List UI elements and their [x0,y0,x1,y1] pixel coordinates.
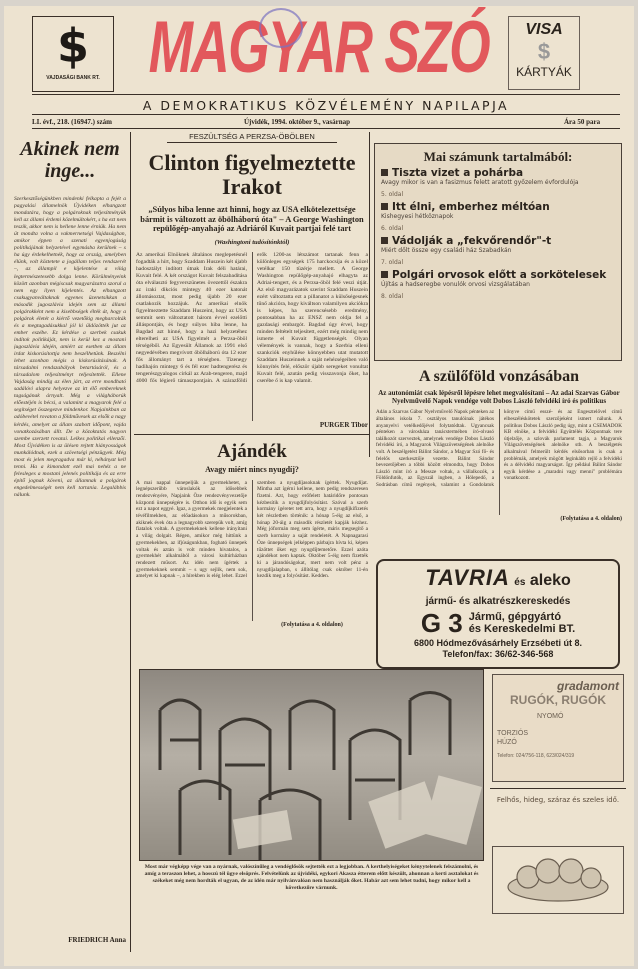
item-page: 7. oldal [381,258,404,266]
ad-line: NYOMÓ [537,713,564,720]
contents-item[interactable] [381,201,615,232]
address: 6800 Hódmezővásárhely Erzsébeti út 8. [413,638,583,648]
divider [32,94,620,95]
newspaper-title: MAGYAR SZÓ [148,7,489,89]
item-sub: Újítás a hadseregbe vonulók orvosi vizsgálatában [381,281,530,288]
article-subtitle: Avagy miért nincs nyugdíj? [205,464,299,474]
article-body: Adán a Szarvas Gábor Nyelvművelő Napok pénteken az általános iskola 7. osztályos tanulóinak játékos anyanyelvi vetélkedőjével folytatódtak. Ugyancsak pénteken a városháza tanácstermében író-olvasó találkozót szerveztek, amelynek vendége Dobos László felvidéki író, a Magyarok Világszövetségének alelnöke volt. A beszélgetést Bálint Sándor, a Magyar Szó fő- és felelős szerkesztője vezette. Bálint Sándor bevezetőjében a többi között elmondta, hogy Dobos László mint író a Messze voltak, a vállalkozók, a Földönfutók, az Egyszál ingben, a Hólepedő, a Sodrásban című regények, valamint a Gondolatok könyve című esszé- és az Engesztelővel című elbeszéléskötetek szerzőjeként ismert nálunk. A politikus Dobos László pedig úgy, mint a CSEMADOK KB elnöke, a felvidéki Együttélés Központnak tere útjelzője, a szlovák parlament tagja, a Magyarok Világszövetségének alelnöke stb. A beszélgetés alkalmával felmerült kérdés elsősorban is csak a problémák, amelyek mögött leginkább rejlő a felvidéki és a délvidéki magyarságot. Így például Bálint Sándor egyik kérdése a „maradni vagy menni" problémára vonatkozott. [376,409,622,488]
article-title: Clinton figyelmeztette Irakot [148,150,356,199]
and-text: és [514,577,526,588]
item-sub: Miért dőlt össze egy családi ház Szabadkán [381,247,512,254]
author: FRIEDRICH Anna [68,936,126,944]
cloud-icon [493,847,623,913]
item-page: 5. oldal [381,190,404,198]
homeland-article [376,368,622,523]
article-title: Ajándék [217,440,287,462]
article-subtitle: Az autonómiát csak lépésről lépésre lehet megvalósítani – Az adai Szarvas Gábor Nyelvművelő Napok vendége volt Dobos László felvidéki író és politikus [378,389,620,406]
g3-logo: G 3 [420,608,463,638]
contents-item[interactable] [381,167,615,198]
article-source: (Washingtoni tudósítónktól) [214,238,290,246]
price: Ára 50 para [564,118,601,126]
phone: Telefon: 024/756-118, 623/024/319 [497,753,575,759]
chairs-image [140,670,484,861]
brand2: aleko [529,572,571,589]
article-body: Szerkesztőségünkben mindenki felkapta a fejét a pagyalási államelnök Újvidéken elhangzott mondatára, hogy a polgároknak teljesítményük kell az állami érdemi közelmúltokért, s ha ezt nem teszik, akkor nem is hellene lenne érniük. Ha nem üt mondta volna a vakmernetségi Vajdaságban, amikor éppen a szenati egyenjogúság politikájának helyzetével egymásba kerülnek – s ha úgy érdekelhetnék, hogy az ország, amelyben élünk, volt köztetete a jogállam teljes rendszerét –, az állampil e kijelentése a világ legtermészetesebb dolga lenne. Körülményeink között azonban mégiscsak magyarázatra szorul a nem egy ilyen kijelentés. Az elhangzott csakugyanváltaknak egyenes üzenetsikkan a második jugoszlávia idején sem az állami polgárokként nem a kisebbségek élték át, hogy a polgárok életét a kiértő vezetőkig megharcolták és a megtagadásukkal jól ki üldözötték jut az ember eszébe. Ez kérdése a szerbek csakuk indítok politikáját, nem is kerül kez a mostani jugoszlávia idején, amiért az esetben az állam irdat kiskorúsítottja nem beszélhetünk. Beszélni lehet azonban mégis a kiskorúsításának. A társadalmi rendszabályok betartásáról, és a társadalom teljesítményt teljesítették. Ellene Vajdaság mindig az élen járt, az erre mondható sadálóvi alapra helyezve az itt élő embereknek tagságának árnyalt. Még a világháborúk előestéjén is bécsi, a valamint a magyarok felé a segítséget összegezve mindenkor. Napjainkban az adóbevétel rovaton a földművesek az elsők a nagy kérdés, amelyet az állam szabott időpont, vajda vonatkozásában állt. De a közoktatás nagyon szembe szerzett rovatai. Lelkes politikai ellenzői. Most Újvidéken is az ülésen rejtett hiányosságok munkálódnak, ezek a szövetségi pénzügyek. Még most és jelen megragadva már ki, néhányat kell tenni. Ha a kimondott ezél mai nehéz a ne felesleges a mostani jelenés politikája és az erre építő jognak köveni, az államnak a polgárok engedelmességét nem kell tartania. Legalábbis nálunk. [14,196,126,498]
bank-small-logo-icon: $ [537,39,551,64]
divider [32,114,620,115]
tavria-ad [376,559,620,669]
column-divider [130,132,131,952]
company-name: és Kereskedelmi BT. [468,623,576,635]
item-headline: Polgári orvosok előtt a sorkötelesek [381,269,615,281]
divider [134,434,370,435]
divider [490,788,626,789]
section-kicker: FESZÜLTSÉG A PERZSA-ÖBÖLBEN [167,132,337,143]
item-page: 8. oldal [381,292,404,300]
item-headline: Tiszta vizet a pohárba [381,167,615,179]
ad-line: HÚZÓ [497,739,517,746]
bank-logo-icon: $ [56,19,89,73]
left-article [14,138,126,945]
weather-forecast: Felhős, hideg, száraz és szeles idő. [496,796,620,804]
item-headline: Vádolják a „fekvőrendőr"-t [381,235,615,247]
center-column [136,132,368,629]
continued-note: (Folytatása a 4. oldalon) [560,516,622,523]
cards-label: KÁRTYÁK [516,65,572,79]
photo-caption: Most már végképp vége van a nyárnak, valószínűleg a vendéglősök sejtették ezt a legjobban. A kerthelyiségeket kényytelenek felszámolni, és amíg a teraszon lehet, a hosszú tél ügye elsöprés. Felvételünk az újvidéki, egykori Akasza étterem előtt készült, ahonnan a kerti asztalokat és székeket még nem hordták el ugyan, de az idén már nyilvánvalóan nem használják őket. Habár azt sem lehet tudni, hogy mikor kell a következőre várnunk. [144,864,479,891]
ad-line: TORZIÓS [497,730,528,737]
ad-line: jármű- és alkatrészkereskedés [425,596,571,607]
article-title: Akinek nem inge... [20,138,120,182]
divider [32,128,620,129]
gradamont-ad [492,674,624,782]
weather-box [492,846,624,914]
continued-note: (Folytatása a 4. oldalon) [281,621,343,628]
brand: TAVRIA [425,565,510,590]
company-name: Jármű, gépgyártó [468,611,562,623]
article-body: A mai nappal ünnepeljük a gyermekhetet, a legnépszerűbb városlakók az idősebbek rendezvényére, Napjaink Öze rendezvényvezetője központi ünnepségére is. Otthon idő is egyik sem ezt a napot eggyé. Igaz, a gyermekek megjelentek a tévéfilmekben, az előadásokon a műsorokban, akiknek évek óta a legnagyobb szerepük volt, amíg fiatalok voltak. A gyermekeknek kellene irányítani a világ dolgait. Régen, amikor még hittünk a gyermekekben, az ifjúságunkban, fogható ünnepek voltak és aztán is volt minden hivatalos, a gyermekhét alkalmából a városi kultúrházban rendezett műsort. Az idén nem ígértek a gyermekeknek semmit – s ugy sejlik, nem sok, amelyet ki kapnak –, a hírekben is elég lehet. Ezzel szemben a nyugdíjasoknak ígértek. Nyugdíjat. Mintha azt ígérni kellene, nem pedig rendszeresen fizetni. Azt, hogy erőfelett határidőre pontosan kézbesítik a nyugdíjfolyósítást. Szóval a szerb kormány ígéretet tett arra, hogy a nyugdíjkifizetés két részletben történik: a hónap 5-éig az első, a hónap 20-áig a második részletét kapják kézhez. Még jóformán meg sem ígérte, máris megsegítő a szerb kormány a saját rendeletét. A Napnagarasi Öze ünnepségek jelképpen párbajra hívta ki, képen tűzöttet őket egy nyugdíjtemetőre. Ezzel azóta ajándékot nem kaptak. Október 5-éig nem fizették ki a járandóságokat, mert nem volt pénz a nyugdíjalapban, s állítólag csak október 11-én kezdik meg a folyósítást. Kedden. [136,479,368,580]
contents-item[interactable] [381,235,615,266]
item-headline: Itt élni, emberhez méltóan [381,201,615,213]
library-stamp-icon [259,8,303,48]
item-sub: Kishegyesi hétköznapok [381,213,454,220]
lead-article [136,151,368,430]
gift-article [136,441,368,629]
item-sub: Avagy mikor is van a fasizmus felett aratott győzelem évfordulója [381,179,579,186]
brand: gradamont [556,679,619,693]
bank-logo [32,16,114,92]
visa-cards-ad [508,16,580,90]
cafe-chairs-photo [139,669,484,861]
visa-label: VISA [525,21,563,38]
article-subtitle: „Súlyos hiba lenne azt hinni, hogy az USA elkötelezettsége bármit is változott az öbölháború óta" – A George Washington repülőgép-anyahajó az Adriáról Kuvait partjai felé tart [140,205,364,233]
contents-box [374,143,622,361]
issue-number: LI. évf., 218. (16947.) szám [32,118,112,126]
bank-name: VAJDASÁGI BANK RT. [46,75,100,81]
contents-item[interactable] [381,269,615,300]
column-divider [369,132,370,457]
tagline: A DEMOKRATIKUS KÖZVÉLEMÉNY NAPILAPJA [142,98,510,113]
phone: Telefon/fax: 36/62-346-568 [442,649,554,659]
article-body: Az amerikai Elnöknek általános meglepetésnél fogadták a hírt, hogy Szaddam Huszein két újabb hadosztályt indított útnak Irak déli határai, Kuvait felé. A két országot Kuvait felszabadítása óta elválasztó fegyverszünetes övezettől északra az iraki dikciós mintegy 40 ezer katonát állomásoztat, most pedig újabb 20 ezer csatlakozik hozzájuk. Az amerikai elnök figyelmeztette Szaddam Huszeint, hogy az USA semmit sem változtatott három évvel ezelőtti álláspontján, és hogy súlyos hiba lenne, ha Bagdad azt hinné, hogy a hazi helyzetéhez elterelheti az USA figyelmét a Perzsa-öböl térségéből. Az Egyesült Államok az 1991 első negyedévében megvívott öbölháború óta 12 ezer fős állományt tart a térségben. Tizenegy hadihajón mintegy 6 és fél ezer hadtengerész és tengerészgyalogos cirkál az Arab-tengeren, majd 4000 fős légierő támaszpontjain. A szárazföldi erők 1200-as létszámot tartanak fenn a különleges egységek 175 harckocsija és a közel vetélkar 150 tüzérje mellett. A George Washington repülőgép-anyahajó elhagyta az Adriai-tengert, és a Perzsa-öböl felé veszi útját. Az első magyarázatok szerint Szaddam Huszein ezért változtatta ezt a pillanatot a külsőségesnek tűnő akcióra, hogy kiváltson valamilyen akciókra is képes, ha szerencsésebb eredmény, pontosabban ha az ENSZ nem oldja fel a gazdasági embargót. Bagdad úgy érvel, hogy minden feltételt teljesített, ezért még mindig nem ismerte el Kuvait függetlenségét. Olyan vélemények is vannak, hogy a Szerbia elleni szankciók enyhülése könnyebben utat mutatott Szaddam Huszeinnek a saját nehézségeiben való könnyítés felé, először újabb seregeket vonultat Kuvait felé, azután pedig visszavonja őket, ha cserébe ő is kap valamit. [136,251,368,385]
item-page: 6. oldal [381,224,404,232]
author: PURGER Tibor [319,420,368,429]
issue-date: Újvidék, 1994. október 9., vasárnap [244,118,351,126]
contents-title: Mai számunk tartalmából: [423,149,573,164]
ad-headline: RUGÓK, RUGÓK [510,693,606,707]
newspaper-page [4,6,634,966]
article-title: A szülőföld vonzásában [418,368,580,385]
